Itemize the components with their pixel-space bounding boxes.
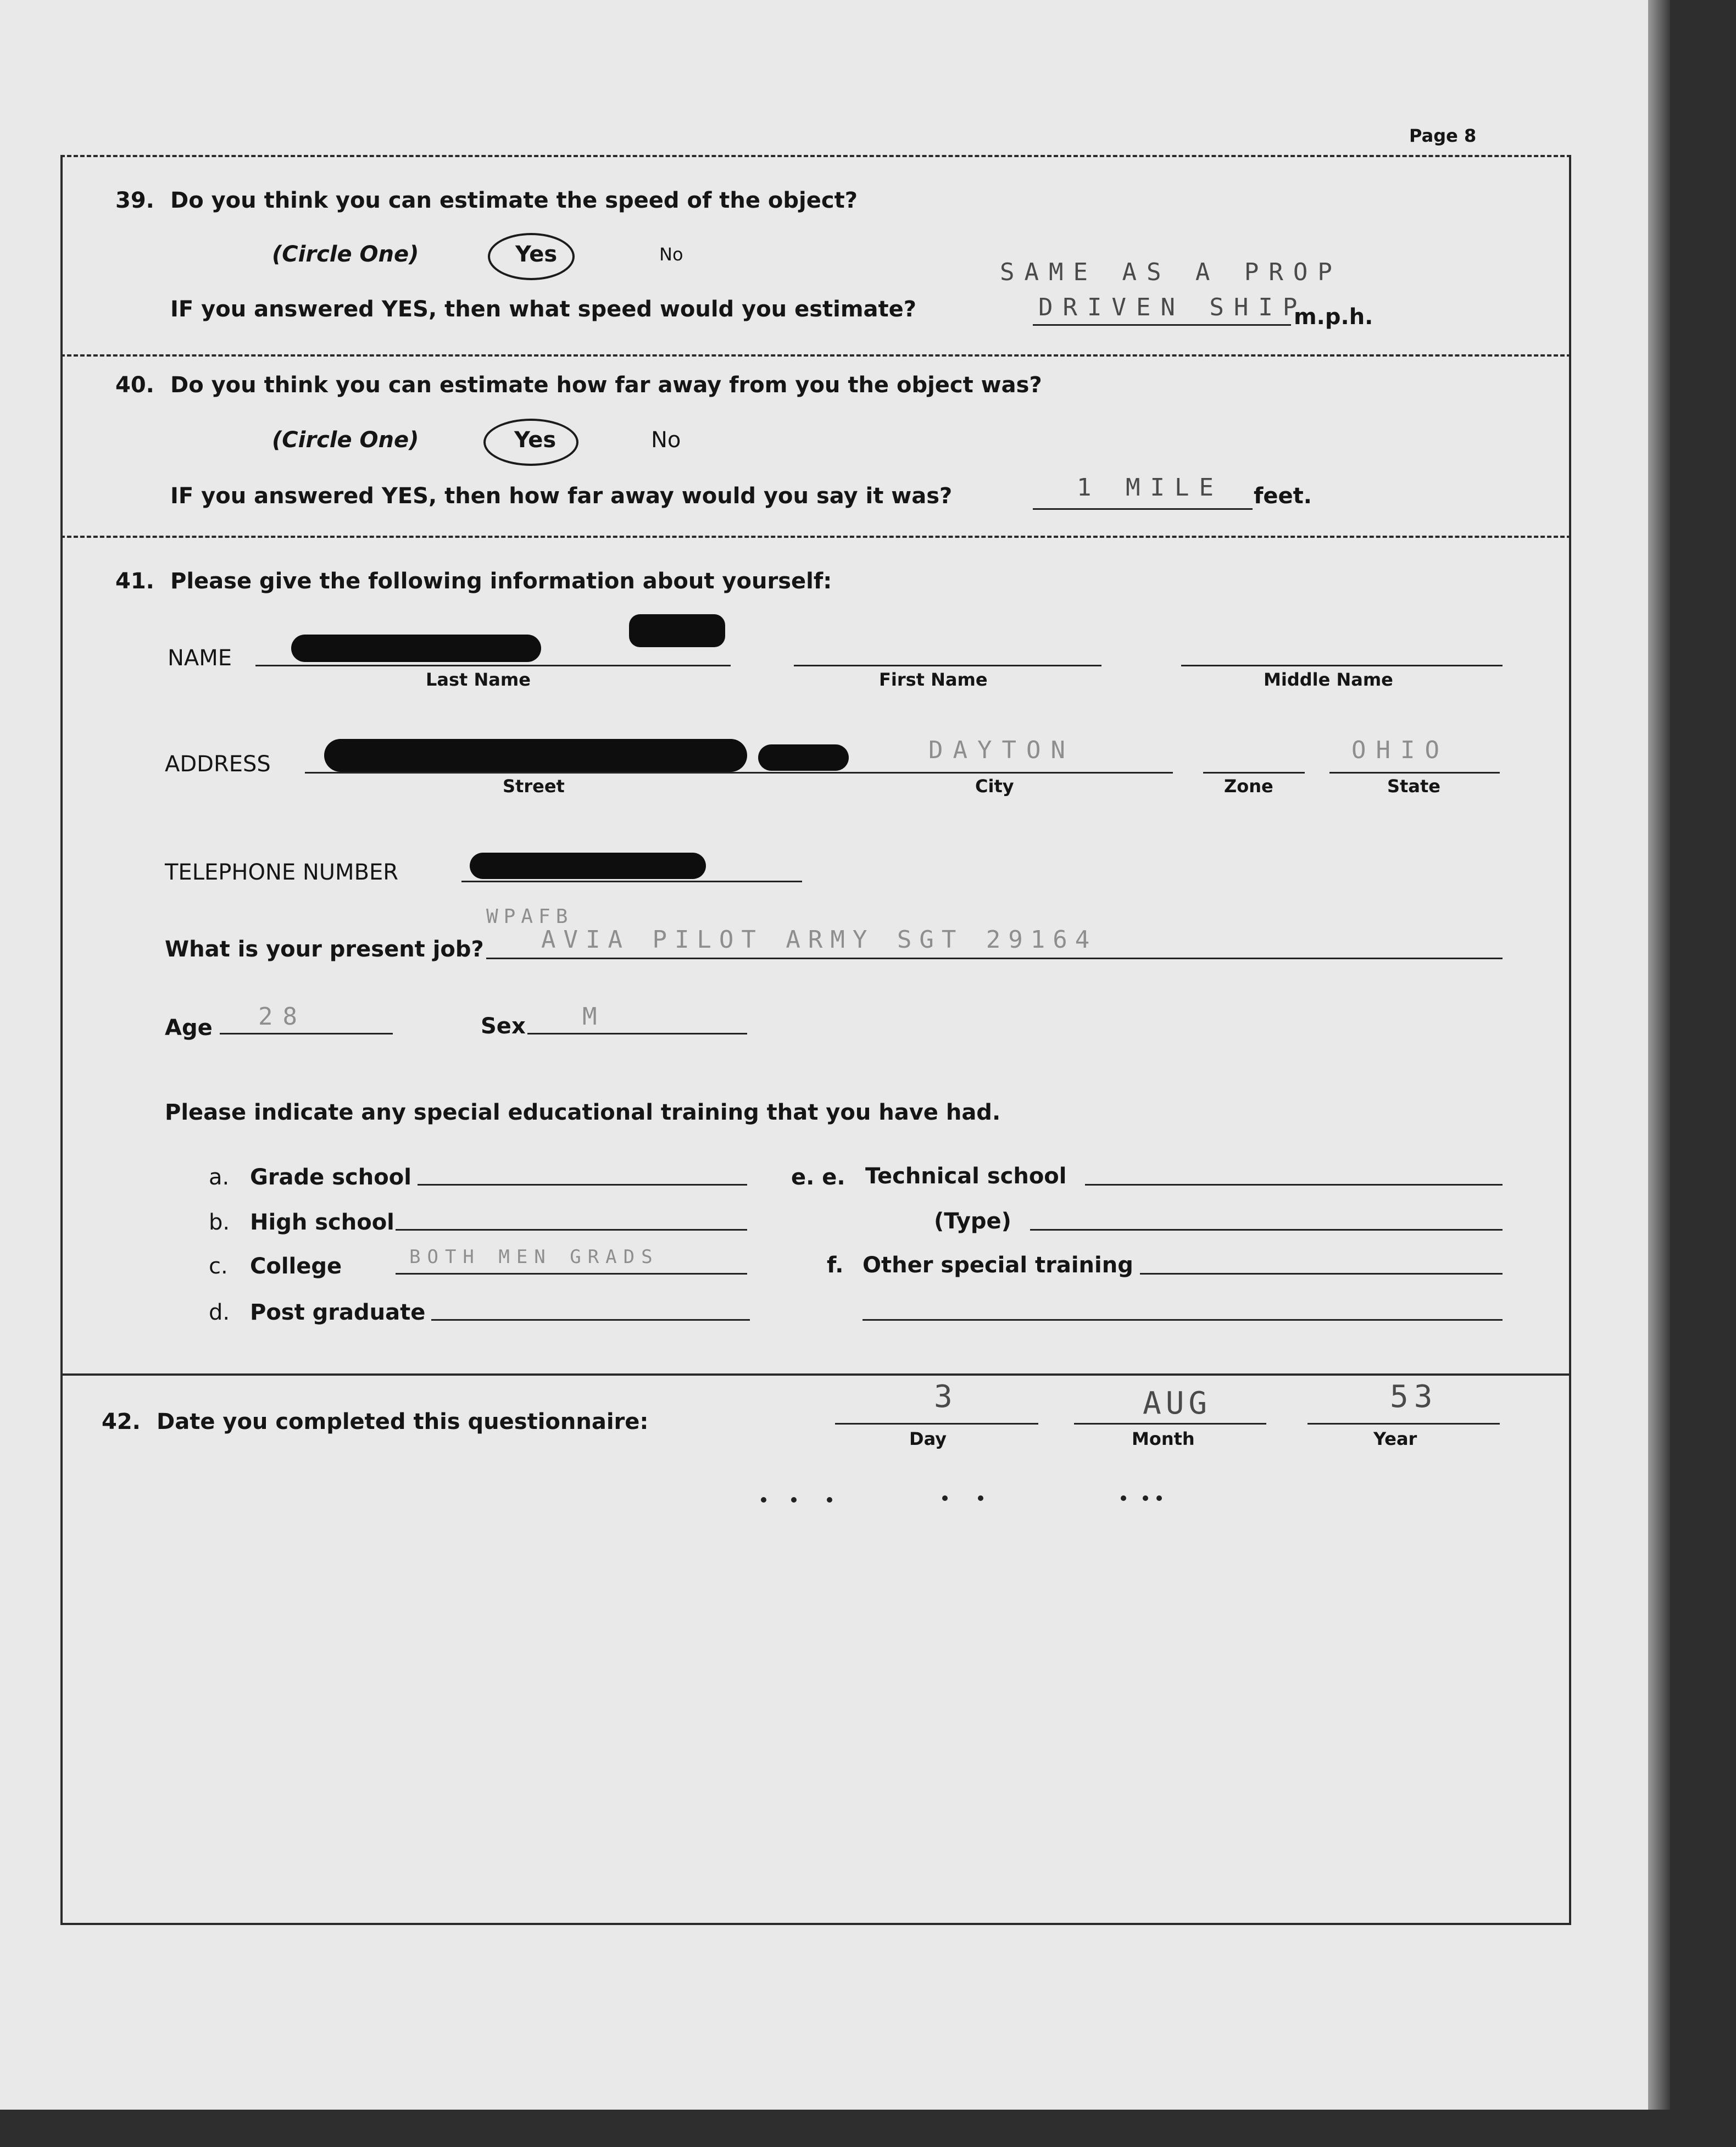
state-value: OHIO <box>1351 736 1449 764</box>
frame-right <box>1569 155 1571 1924</box>
edu-high-school-field[interactable] <box>396 1229 747 1231</box>
day-field[interactable] <box>835 1423 1038 1425</box>
edu-a-letter: a. <box>209 1165 230 1190</box>
edu-technical-school-field[interactable] <box>1085 1184 1503 1186</box>
edu-grade-school-label: Grade school <box>250 1165 411 1190</box>
speck <box>827 1497 832 1503</box>
q42-label: Date you completed this questionnaire: <box>157 1409 649 1434</box>
job-note: WPAFB <box>486 905 574 928</box>
frame-bottom <box>60 1923 1571 1925</box>
edu-b-letter: b. <box>209 1210 230 1235</box>
sex-field[interactable] <box>527 1033 747 1034</box>
q39-answer-line[interactable] <box>1033 324 1291 326</box>
edu-c-letter: c. <box>209 1254 228 1279</box>
job-label: What is your present job? <box>165 937 484 962</box>
city-caption: City <box>975 776 1014 797</box>
edu-type-field[interactable] <box>1030 1229 1503 1231</box>
speck <box>1156 1495 1162 1501</box>
q39-followup: IF you answered YES, then what speed would you estimate? <box>170 297 916 322</box>
q40-yes-option[interactable]: Yes <box>514 427 557 453</box>
edu-other-training-field[interactable] <box>1140 1273 1503 1275</box>
telephone-label: TELEPHONE NUMBER <box>165 860 399 885</box>
name-label: NAME <box>168 646 232 671</box>
edu-post-graduate-label: Post graduate <box>250 1300 426 1325</box>
year-caption: Year <box>1373 1428 1417 1449</box>
sex-value: M <box>582 1003 607 1031</box>
sex-label: Sex <box>481 1014 526 1039</box>
edu-d-letter: d. <box>209 1300 230 1325</box>
first-name-caption: First Name <box>879 669 988 690</box>
edu-post-graduate-field[interactable] <box>431 1319 750 1321</box>
telephone-field[interactable] <box>461 881 802 882</box>
job-field[interactable] <box>486 958 1503 959</box>
edu-f-letter: f. <box>827 1253 844 1278</box>
street-caption: Street <box>503 776 565 797</box>
q39-yes-option[interactable]: Yes <box>515 242 558 267</box>
edu-e-letter: e. e. <box>791 1165 845 1190</box>
middle-name-field[interactable] <box>1181 665 1503 666</box>
month-value: AUG <box>1143 1386 1212 1421</box>
speck <box>1143 1495 1148 1501</box>
day-value: 3 <box>934 1379 962 1415</box>
q39-answer-line2: DRIVEN SHIP <box>1038 293 1307 321</box>
job-value: AVIA PILOT ARMY SGT 29164 <box>541 926 1098 954</box>
city-value: DAYTON <box>928 736 1075 764</box>
education-intro: Please indicate any special educational training that you have had. <box>165 1100 1001 1125</box>
street-redaction <box>324 739 747 772</box>
q42-number: 42. <box>102 1409 141 1434</box>
year-value: 53 <box>1390 1379 1438 1415</box>
day-caption: Day <box>909 1428 947 1449</box>
age-field[interactable] <box>220 1033 393 1034</box>
q40-unit: feet. <box>1254 483 1312 509</box>
q39-unit: m.p.h. <box>1294 304 1373 330</box>
edu-college-value: BOTH MEN GRADS <box>409 1246 659 1268</box>
month-caption: Month <box>1132 1428 1195 1449</box>
q41-number: 41. <box>115 569 154 594</box>
street-field[interactable] <box>305 772 1173 774</box>
speck <box>791 1497 797 1503</box>
q41-intro: Please give the following information about yourself: <box>170 569 832 594</box>
edu-college-field[interactable] <box>396 1273 747 1275</box>
last-name-redaction <box>291 635 541 662</box>
middle-name-caption: Middle Name <box>1264 669 1393 690</box>
edu-college-label: College <box>250 1254 342 1279</box>
last-name-caption: Last Name <box>426 669 531 690</box>
q40-followup: IF you answered YES, then how far away would you say it was? <box>170 483 953 509</box>
age-value: 28 <box>258 1003 307 1031</box>
street-redaction-2 <box>758 744 849 771</box>
edu-high-school-label: High school <box>250 1210 394 1235</box>
q39-answer-line1: SAME AS A PROP <box>1000 258 1342 286</box>
q39-circle-one: (Circle One) <box>272 242 419 267</box>
last-name-field[interactable] <box>255 665 731 666</box>
edu-grade-school-field[interactable] <box>418 1184 747 1186</box>
zone-caption: Zone <box>1224 776 1273 797</box>
divider-top <box>60 155 1571 157</box>
address-label: ADDRESS <box>165 752 271 777</box>
q40-answer: 1 MILE <box>1077 474 1223 502</box>
speck <box>978 1495 983 1501</box>
q40-answer-line[interactable] <box>1033 508 1253 510</box>
page-label: Page 8 <box>1409 125 1477 146</box>
telephone-redaction <box>470 853 706 879</box>
edu-type-label: (Type) <box>934 1209 1011 1234</box>
q39-question: Do you think you can estimate the speed of the object? <box>170 188 858 213</box>
q40-question: Do you think you can estimate how far away from you the object was? <box>170 372 1042 398</box>
year-field[interactable] <box>1307 1423 1500 1425</box>
speck <box>761 1497 766 1503</box>
edu-technical-school-label: Technical school <box>865 1164 1067 1189</box>
q40-no-option[interactable]: No <box>651 427 681 453</box>
q39-no-option[interactable]: No <box>659 244 683 265</box>
month-field[interactable] <box>1074 1423 1266 1425</box>
edu-other-training-label: Other special training <box>863 1253 1133 1278</box>
frame-left <box>60 155 63 1924</box>
q40-circle-one: (Circle One) <box>272 427 419 453</box>
divider-41-42 <box>60 1373 1571 1376</box>
first-name-field[interactable] <box>794 665 1101 666</box>
edu-other-training-field-2[interactable] <box>863 1319 1503 1321</box>
state-field[interactable] <box>1329 772 1500 774</box>
speck <box>1121 1495 1126 1501</box>
state-caption: State <box>1387 776 1440 797</box>
divider-40-41 <box>60 536 1571 538</box>
zone-field[interactable] <box>1203 772 1305 774</box>
age-label: Age <box>165 1015 213 1041</box>
speck <box>942 1495 948 1501</box>
q40-number: 40. <box>115 372 154 398</box>
divider-39-40 <box>60 354 1571 357</box>
q39-number: 39. <box>115 188 154 213</box>
name-redaction-2 <box>629 614 725 647</box>
